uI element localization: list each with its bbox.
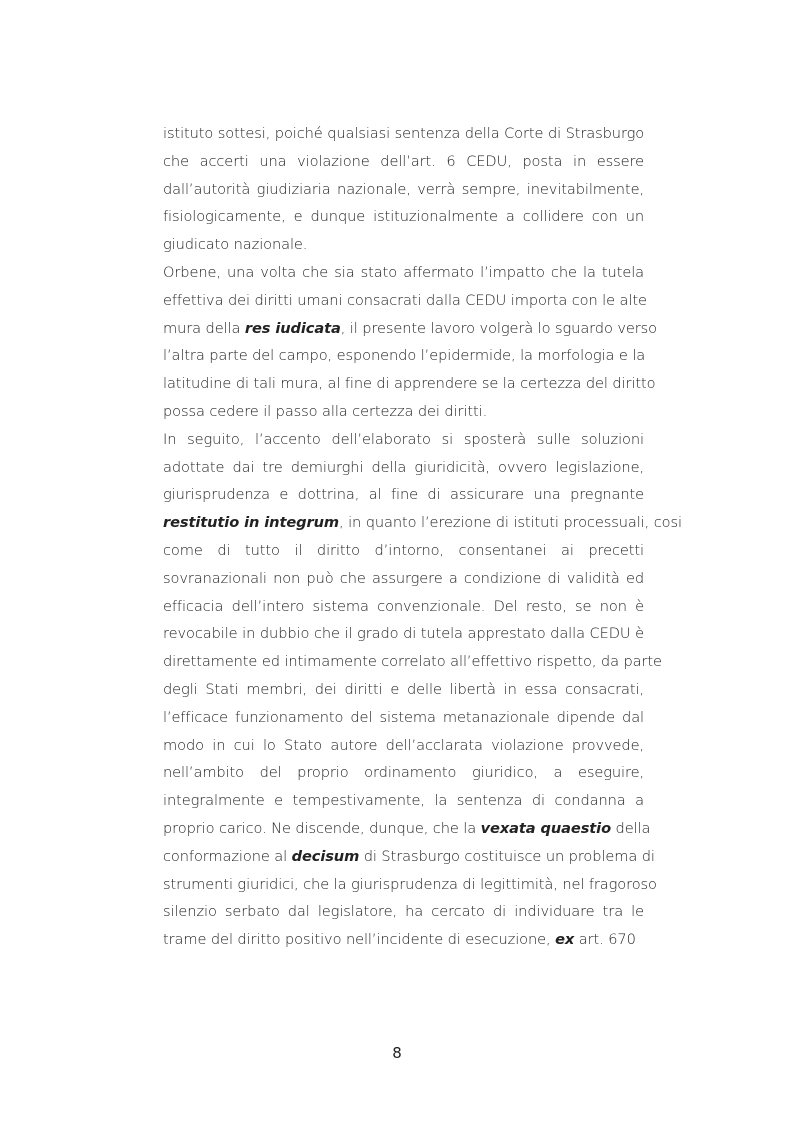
text-segment: integralmente e tempestivamente, la sentenza di condanna a: [163, 792, 644, 810]
text-line: [163, 815, 651, 843]
text-segment: direttamente ed intimamente correlato all’effettivo rispetto, da parte: [163, 653, 662, 671]
text-segment: revocabile in dubbio che il grado di tutela apprestato dalla CEDU è: [163, 625, 644, 643]
text-line: [163, 287, 647, 315]
text-segment: latitudine di tali mura, al fine di apprendere se la certezza del diritto: [163, 375, 656, 393]
emphasis-text: ex: [555, 931, 575, 949]
text-line: [163, 898, 644, 926]
text-segment: effettiva dei diritti umani consacrati dalla CEDU importa con le alte: [163, 291, 647, 309]
text-line: [163, 509, 682, 537]
text-segment: possa cedere il passo alla certezza dei diritti.: [163, 402, 488, 420]
paragraph: [163, 426, 682, 954]
text-line: [163, 676, 644, 704]
text-line: [163, 537, 644, 565]
text-segment: In seguito, l’accento dell’elaborato si sposterà sulle soluzioni: [163, 430, 644, 448]
text-line: [163, 648, 662, 676]
text-line: [163, 203, 644, 231]
text-line: [163, 732, 644, 760]
text-line: [163, 398, 644, 426]
text-line: [163, 454, 644, 482]
emphasis-text: restitutio in integrum: [163, 514, 339, 532]
text-segment: modo in cui lo Stato autore dell’acclarata violazione provvede,: [163, 736, 644, 754]
text-line: [163, 843, 655, 871]
text-line: [163, 342, 644, 370]
text-segment: efficacia dell’intero sistema convenzionale. Del resto, se non è: [163, 597, 644, 615]
text-segment: dall’autorità giudiziaria nazionale, verrà sempre, inevitabilmente,: [163, 180, 644, 198]
text-segment: nell’ambito del proprio ordinamento giuridico, a eseguire,: [163, 764, 644, 782]
text-segment: sovranazionali non può che assurgere a condizione di validità ed: [163, 569, 644, 587]
text-line: [163, 481, 644, 509]
text-segment: conformazione al: [163, 847, 292, 865]
text-segment: art. 670: [574, 931, 636, 949]
text-segment: strumenti giuridici, che la giurisprudenza di legittimità, nel fragoroso: [163, 875, 657, 893]
text-line: [163, 704, 644, 732]
text-line: [163, 593, 644, 621]
text-line: [163, 148, 644, 176]
text-line: [163, 565, 644, 593]
text-segment: silenzio serbato dal legislatore, ha cercato di individuare tra le: [163, 903, 644, 921]
text-segment: che accerti una violazione dell’art. 6 CEDU, posta in essere: [163, 152, 644, 170]
text-segment: della: [611, 819, 651, 837]
text-segment: proprio carico. Ne discende, dunque, che la: [163, 819, 481, 837]
text-segment: fisiologicamente, e dunque istituzionalmente a collidere con un: [163, 208, 644, 226]
paragraph: [163, 120, 644, 259]
text-segment: , il presente lavoro volgerà lo sguardo verso: [340, 319, 657, 337]
text-segment: , in quanto l’erezione di istituti processuali, cosi: [339, 514, 682, 532]
text-segment: istituto sottesi, poiché qualsiasi sentenza della Corte di Strasburgo: [163, 125, 645, 142]
emphasis-text: vexata quaestio: [480, 819, 611, 837]
emphasis-text: decisum: [291, 847, 360, 865]
text-line: [163, 871, 657, 899]
text-line: [163, 370, 656, 398]
text-line: [163, 176, 644, 204]
text-line: [163, 787, 644, 815]
text-segment: di Strasburgo costituisce un problema di: [359, 847, 655, 865]
text-line: [163, 426, 644, 454]
text-segment: degli Stati membri, dei diritti e delle libertà in essa consacrati,: [163, 680, 644, 698]
text-segment: giudicato nazionale.: [163, 236, 308, 254]
paragraph: [163, 259, 657, 426]
text-line: [163, 259, 644, 287]
text-segment: trame del diritto positivo nell’incidente di esecuzione,: [163, 931, 556, 949]
emphasis-text: res iudicata: [244, 319, 341, 337]
text-line: [163, 620, 644, 648]
text-segment: adottate dai tre demiurghi della giuridicità, ovvero legislazione,: [163, 458, 644, 476]
page-number: 8: [392, 1044, 402, 1062]
text-segment: mura della: [163, 319, 245, 337]
text-line: [163, 315, 657, 343]
text-segment: l’efficace funzionamento del sistema metanazionale dipende dal: [163, 708, 644, 726]
text-segment: l’altra parte del campo, esponendo l’epidermide, la morfologia e la: [163, 347, 646, 365]
body-text: [163, 120, 682, 954]
text-segment: giurisprudenza e dottrina, al fine di assicurare una pregnante: [163, 486, 644, 504]
text-line: [163, 231, 644, 259]
text-line: [163, 120, 644, 148]
text-segment: come di tutto il diritto d’intorno, consentanei ai precetti: [163, 541, 644, 559]
text-line: [163, 759, 644, 787]
text-line: [163, 926, 644, 954]
text-segment: Orbene, una volta che sia stato affermato l’impatto che la tutela: [163, 263, 644, 281]
